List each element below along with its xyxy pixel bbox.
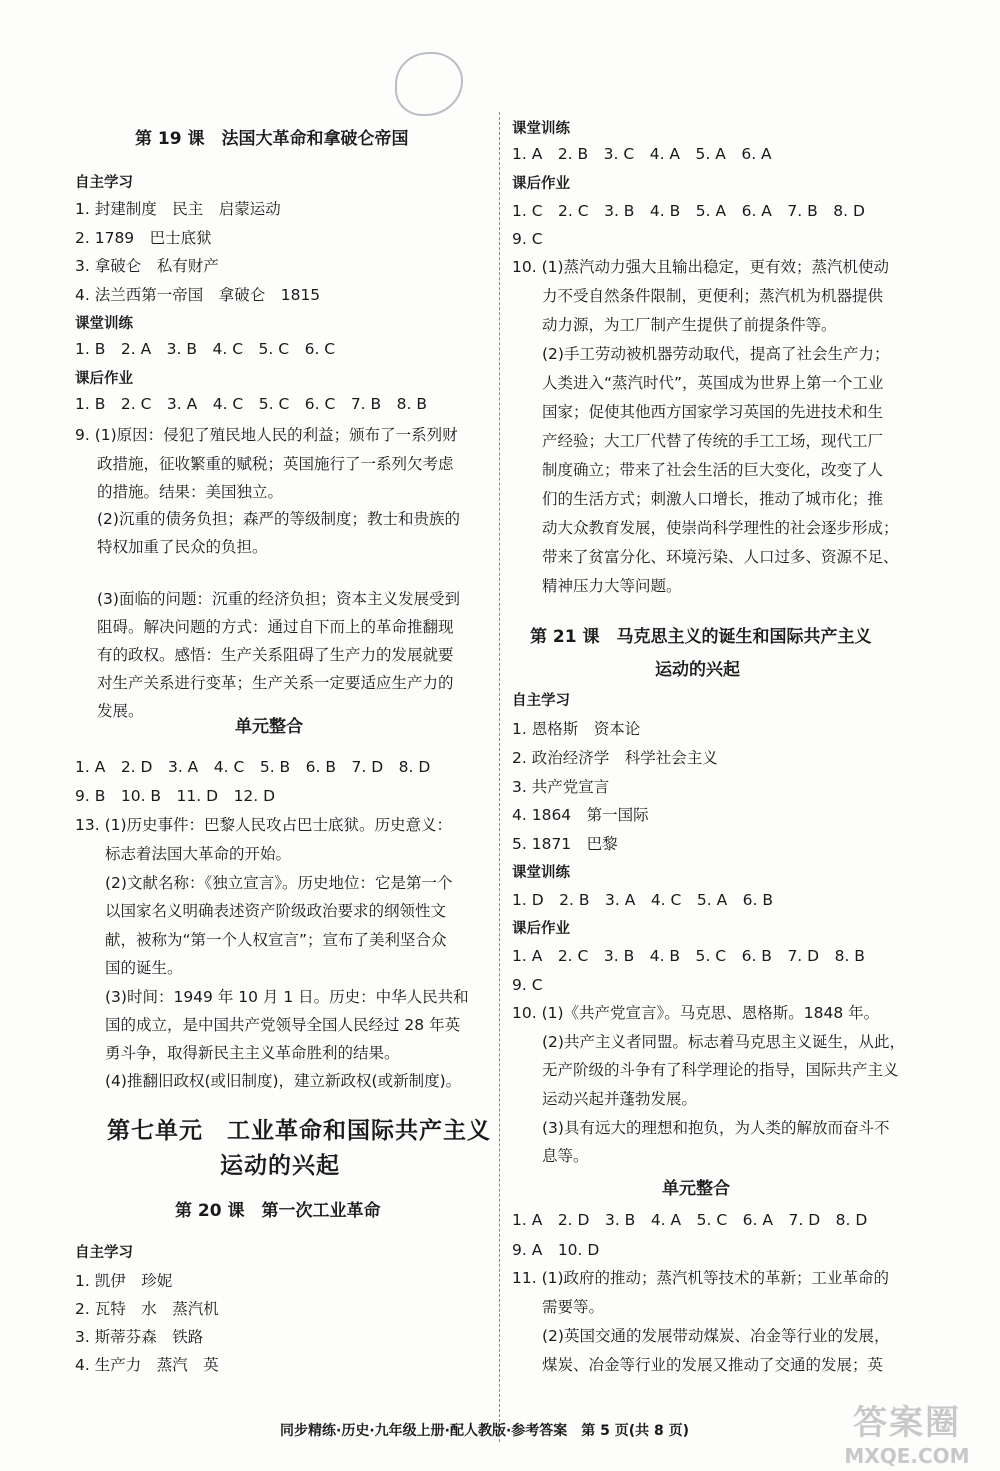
stamp-mark: [395, 52, 463, 116]
answer-line: 1. A 2. C 3. B 4. B 5. C 6. B 7. D 8. B: [512, 947, 865, 965]
answer-line: 3. 共产党宣言: [512, 778, 610, 796]
answer-line: 对生产关系进行变革；生产关系一定要适应生产力的: [97, 674, 454, 692]
answer-line: 10. (1)蒸汽动力强大且输出稳定，更有效；蒸汽机使动: [512, 258, 890, 276]
section-heading: 课后作业: [75, 371, 133, 387]
answer-line: 9. (1)原因：侵犯了殖民地人民的利益；颁布了一系列财: [75, 426, 458, 444]
answer-line: 1. A 2. B 3. C 4. A 5. A 6. A: [512, 145, 772, 163]
answer-line: (2)手工劳动被机器劳动取代，提高了社会生产力；: [542, 345, 890, 363]
answer-line: (4)推翻旧政权(或旧制度)，建立新政权(或新制度)。: [105, 1072, 462, 1090]
answer-line: 5. 1871 巴黎: [512, 835, 618, 853]
answer-line: 1. 封建制度 民主 启蒙运动: [75, 200, 281, 218]
answer-line: 9. A 10. D: [512, 1241, 600, 1259]
answer-line: 2. 瓦特 水 蒸汽机: [75, 1300, 219, 1318]
lesson-21-title-line-2: 运动的兴起: [655, 660, 740, 680]
answer-line: 9. B 10. B 11. D 12. D: [75, 787, 276, 805]
answer-line: 1. A 2. D 3. A 4. C 5. B 6. B 7. D 8. D: [75, 758, 431, 776]
answer-line: 3. 拿破仑 私有财产: [75, 257, 219, 275]
answer-line: 特权加重了民众的负担。: [97, 538, 268, 556]
answer-line: 息等。: [542, 1147, 589, 1165]
answer-line: (2)文献名称：《独立宣言》。历史地位：它是第一个: [105, 874, 453, 892]
answer-line: 有的政权。感悟：生产关系阻碍了生产力的发展就要: [97, 646, 454, 664]
answer-line: (2)沉重的债务负担；森严的等级制度；教士和贵族的: [97, 510, 460, 528]
answer-line: 国的成立，是中国共产党领导全国人民经过 28 年英: [105, 1016, 461, 1034]
answer-line: (2)英国交通的发展带动煤炭、冶金等行业的发展，: [542, 1327, 890, 1345]
answer-line: 需要等。: [542, 1298, 605, 1316]
answer-line: 无产阶级的斗争有了科学理论的指导，国际共产主义: [542, 1061, 899, 1079]
unit-7-title-line-1: 第七单元 工业革命和国际共产主义: [107, 1118, 491, 1144]
answer-line: (3)具有远大的理想和抱负，为人类的解放而奋斗不: [542, 1119, 890, 1137]
answer-line: 的措施。结果：美国独立。: [97, 483, 284, 501]
unit-7-title-line-2: 运动的兴起: [220, 1153, 340, 1179]
answer-line: 以国家名义明确表述资产阶级政治要求的纲领性文: [105, 902, 447, 920]
section-heading: 课堂训练: [512, 865, 570, 881]
unit-summary-title: 单元整合: [662, 1179, 730, 1199]
answer-line: 9. C: [512, 230, 543, 248]
answer-line: 1. B 2. A 3. B 4. C 5. C 6. C: [75, 340, 336, 358]
lesson-19-title: 第 19 课 法国大革命和拿破仑帝国: [135, 129, 409, 149]
answer-line: 4. 生产力 蒸汽 英: [75, 1356, 219, 1374]
answer-line: 国家；促使其他西方国家学习英国的先进技术和生: [542, 403, 884, 421]
answer-line: 13. (1)历史事件：巴黎人民攻占巴士底狱。历史意义：: [75, 816, 453, 834]
unit-summary-title: 单元整合: [235, 717, 303, 737]
answer-line: (2)共产主义者同盟。标志着马克思主义诞生，从此，: [542, 1033, 905, 1051]
answer-line: 力不受自然条件限制，更便利；蒸汽机为机器提供: [542, 287, 884, 305]
answer-line: 1. 恩格斯 资本论: [512, 720, 641, 738]
section-heading: 课后作业: [512, 176, 570, 192]
answer-line: 标志着法国大革命的开始。: [105, 845, 292, 863]
answer-line: 4. 1864 第一国际: [512, 806, 649, 824]
answer-line: 1. D 2. B 3. A 4. C 5. A 6. B: [512, 891, 774, 909]
answer-line: 动大众教育发展，使崇尚科学理性的社会逐步形成；: [542, 519, 899, 537]
answer-line: 11. (1)政府的推动；蒸汽机等技术的革新；工业革命的: [512, 1269, 890, 1287]
answer-line: 国的诞生。: [105, 959, 183, 977]
section-heading: 课后作业: [512, 921, 570, 937]
watermark-logo: [832, 1395, 982, 1468]
column-divider: [499, 112, 500, 1442]
answer-line: 3. 斯蒂芬森 铁路: [75, 1328, 204, 1346]
answer-line: 献，被称为“第一个人权宣言”；宣布了美利坚合众: [105, 931, 447, 949]
answer-line: 9. C: [512, 976, 543, 994]
answer-line: 煤炭、冶金等行业的发展又推动了交通的发展；英: [542, 1356, 884, 1374]
answer-line: 精神压力大等问题。: [542, 577, 682, 595]
answer-line: 运动兴起并蓬勃发展。: [542, 1090, 698, 1108]
watermark-text: 答案圈: [853, 1403, 961, 1443]
answer-line: (3)面临的问题：沉重的经济负担；资本主义发展受到: [97, 590, 460, 608]
section-heading: 自主学习: [512, 693, 570, 709]
answer-line: 10. (1)《共产党宣言》。马克思、恩格斯。1848 年。: [512, 1004, 880, 1022]
answer-line: 阻碍。解决问题的方式：通过自下而上的革命推翻现: [97, 618, 454, 636]
answer-line: 1. C 2. C 3. B 4. B 5. A 6. A 7. B 8. D: [512, 202, 865, 220]
answer-line: 4. 法兰西第一帝国 拿破仑 1815: [75, 286, 321, 304]
answer-line: 2. 1789 巴士底狱: [75, 229, 212, 247]
answer-line: 政措施，征收繁重的赋税；英国施行了一系列欠考虑: [97, 455, 454, 473]
lesson-20-title: 第 20 课 第一次工业革命: [175, 1201, 381, 1221]
answer-line: 人类进入“蒸汽时代”，英国成为世界上第一个工业: [542, 374, 884, 392]
section-heading: 课堂训练: [512, 121, 570, 137]
answer-line: 勇斗争，取得新民主主义革命胜利的结果。: [105, 1044, 400, 1062]
answer-line: 1. 凯伊 珍妮: [75, 1272, 173, 1290]
page-footer: 同步精练·历史·九年级上册·配人教版·参考答案 第 5 页(共 8 页): [280, 1423, 690, 1439]
answer-line: 2. 政治经济学 科学社会主义: [512, 749, 718, 767]
answer-line: (3)时间：1949 年 10 月 1 日。历史：中华人民共和: [105, 988, 469, 1006]
answer-line: 制度确立；带来了社会生活的巨大变化，改变了人: [542, 461, 884, 479]
answer-line: 动力源，为工厂制产生提供了前提条件等。: [542, 316, 837, 334]
lesson-21-title-line-1: 第 21 课 马克思主义的诞生和国际共产主义: [530, 627, 872, 647]
section-heading: 自主学习: [75, 1245, 133, 1261]
answer-line: 发展。: [97, 702, 144, 720]
watermark-url: MXQE.COM: [844, 1444, 970, 1468]
answer-line: 1. A 2. D 3. B 4. A 5. C 6. A 7. D 8. D: [512, 1211, 868, 1229]
answer-line: 们的生活方式；刺激人口增长，推动了城市化；推: [542, 490, 884, 508]
answer-line: 1. B 2. C 3. A 4. C 5. C 6. C 7. B 8. B: [75, 395, 428, 413]
section-heading: 课堂训练: [75, 316, 133, 332]
section-heading: 自主学习: [75, 175, 133, 191]
answer-line: 产经验；大工厂代替了传统的手工工场，现代工厂: [542, 432, 884, 450]
answer-line: 带来了贫富分化、环境污染、人口过多、资源不足、: [542, 548, 899, 566]
